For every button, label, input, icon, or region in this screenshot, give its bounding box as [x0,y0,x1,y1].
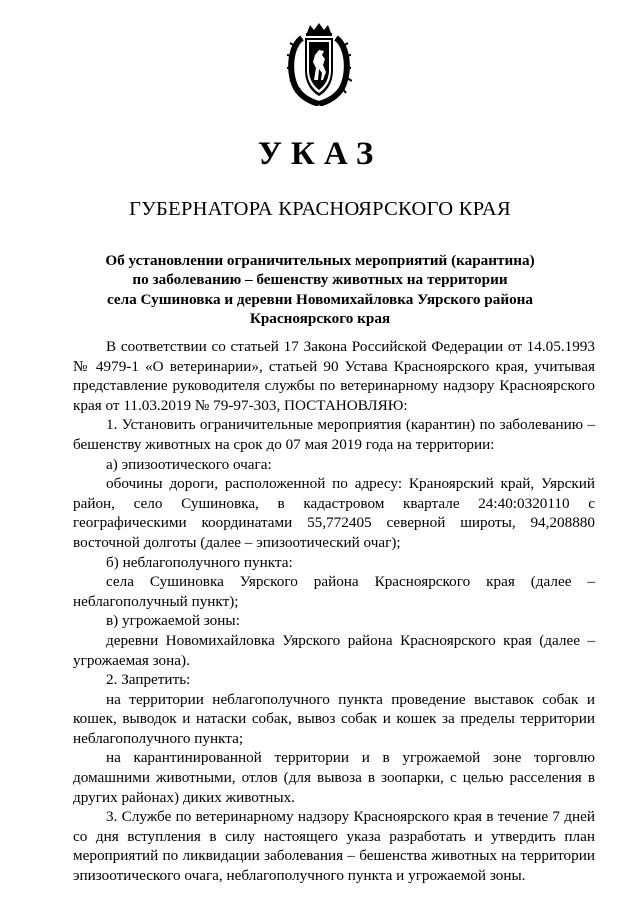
clause-1a-text: обочины дороги, расположенной по адресу: Краноярский край, Уярский район, село Сушиновка, в кадастровом квартале 24:40:0320110 с географическими координатами 55,772405 северной широты, 94,208880 восточной долготы (далее – эпизоотический очаг); [73,475,595,551]
document-issuer: ГУБЕРНАТОРА КРАСНОЯРСКОГО КРАЯ [129,198,511,220]
clause-1a-label: а) эпизоотического очага: [106,455,272,473]
subject-line: села Сушиновка и деревни Новомихайловка Уярского района [106,290,534,308]
clause-1: 1. Установить ограничительные мероприятия (карантин) по заболеванию – бешенству животных на срок до 07 мая 2019 года на территории: [73,416,595,453]
clause-1b-text: села Сушиновка Уярского района Красноярского края (далее – неблагополучный пункт); [73,573,595,610]
clause-1c-text: деревни Новомихайловка Уярского района Красноярского края (далее – угрожаемая зона). [73,631,595,669]
subject-line: по заболеванию – бешенству животных на территории [132,271,508,289]
clause-2-point-2: на карантинированной территории и в угрожаемой зоне торговлю домашними животными, отлов (для вывоза в зоопарки, с целью расселения в других районах) диких животных. [73,749,595,806]
document-body [73,337,595,886]
clause-2-point-1: на территории неблагополучного пункта проведение выставок собак и кошек, выводок и натаски собак, вывоз собак и кошек за пределы территории неблагополучного пункта; [73,690,595,747]
clause-3: 3. Службе по ветеринарному надзору Красноярского края в течение 7 дней со дня вступления в силу настоящего указа разработать и утвердить план мероприятий по ликвидации заболевания – бешенства животных на территории эпизоотического очага, неблагополучного пункта и угрожаемой зоны. [73,808,595,885]
preamble-paragraph: В соответствии со статьей 17 Закона Российской Федерации от 14.05.1993 № 4979-1 «О ветеринарии», статьей 90 Устава Красноярского края, учитывая представление руководителя службы по ветеринарному надзору Красноярского края от 11.03.2019 № 79-97-303, ПОСТАНОВЛЯЮ: [73,338,595,414]
clause-1c-label: в) угрожаемой зоны: [106,612,240,630]
clause-2: 2. Запретить: [106,671,191,689]
document-subject [60,251,580,329]
clause-1b-label: б) неблагополучного пункта: [106,553,293,571]
document-title: УКАЗ [257,136,383,172]
subject-line: Красноярского края [249,310,391,328]
subject-line: Об установлении ограничительных мероприятий (карантина) [105,252,535,269]
coat-of-arms-emblem [286,22,352,106]
